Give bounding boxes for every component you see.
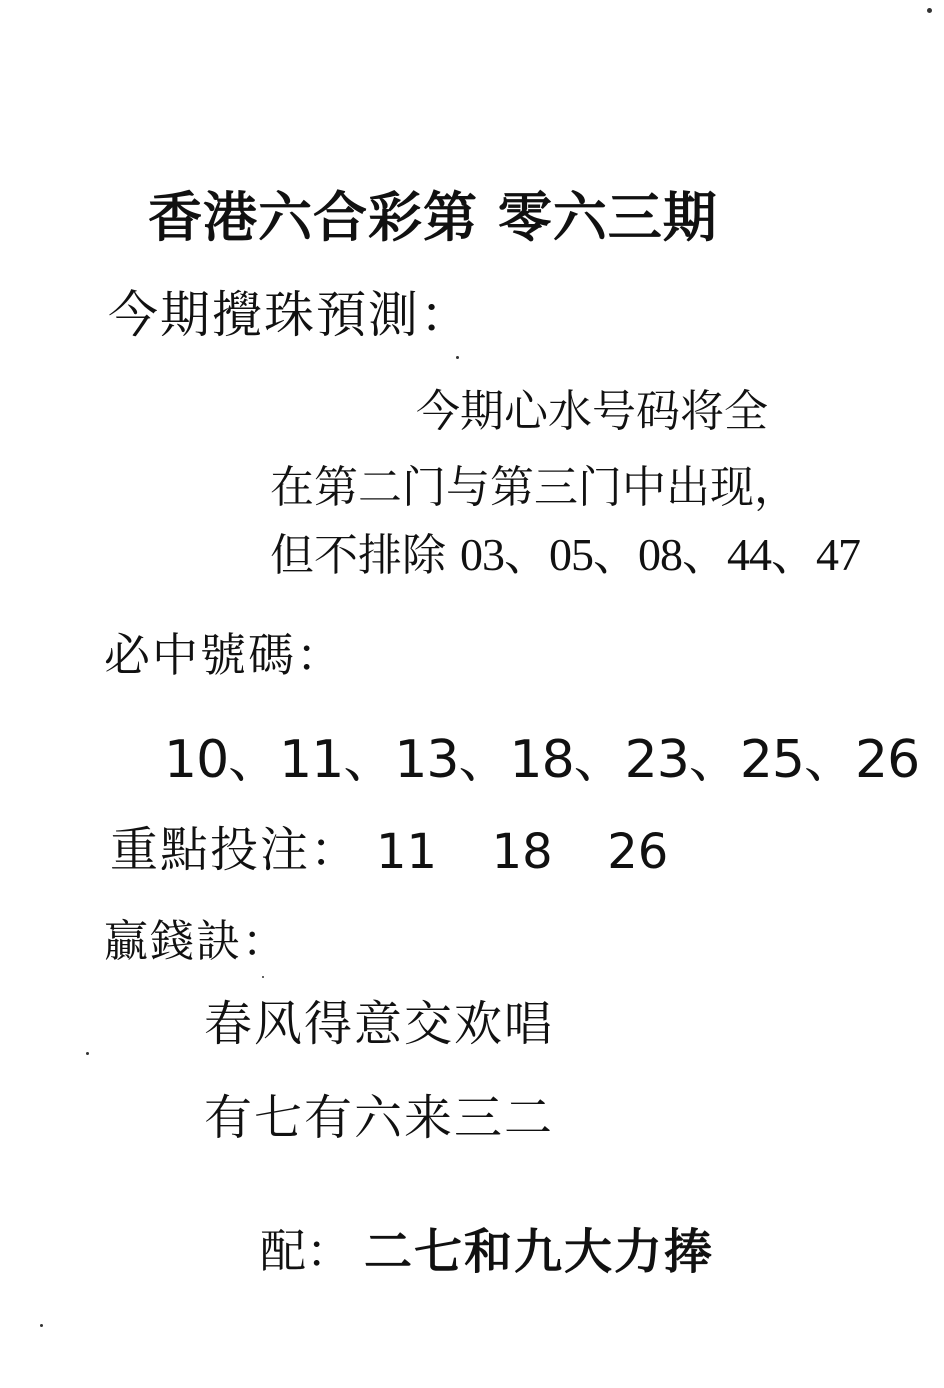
scan-speck	[262, 976, 264, 978]
scan-speck	[927, 8, 932, 13]
winning-motto-line-2: 有七有六来三二	[204, 1090, 555, 1146]
forecast-line-3	[270, 529, 860, 581]
page-title: 香港六合彩第 零六三期	[148, 185, 718, 249]
forecast-line-1: 今期心水号码将全	[416, 386, 768, 437]
forecast-heading: 今期攪珠預測：	[108, 286, 472, 344]
sure-numbers-heading: 必中號碼：	[104, 628, 344, 682]
forecast-line-3-prefix: 但不排除	[270, 530, 446, 581]
scan-speck	[40, 1324, 43, 1327]
forecast-line-2: 在第二门与第三门中出现，	[270, 462, 798, 513]
winning-motto-line-1: 春风得意交欢唱	[204, 996, 555, 1052]
winning-motto-heading: 贏錢訣：	[104, 916, 288, 967]
scan-speck	[86, 1052, 89, 1055]
focus-bet-heading: 重點投注：	[110, 822, 361, 878]
sure-numbers-list: 10、11、13、18、23、25、26	[164, 730, 920, 790]
scan-speck	[456, 356, 459, 359]
match-value: 二七和九大力捧	[364, 1224, 715, 1280]
forecast-excluded-numbers: 03、05、08、44、47	[460, 529, 860, 580]
match-label: 配：	[260, 1224, 352, 1278]
focus-bet-numbers: 11 18 26	[376, 824, 669, 880]
